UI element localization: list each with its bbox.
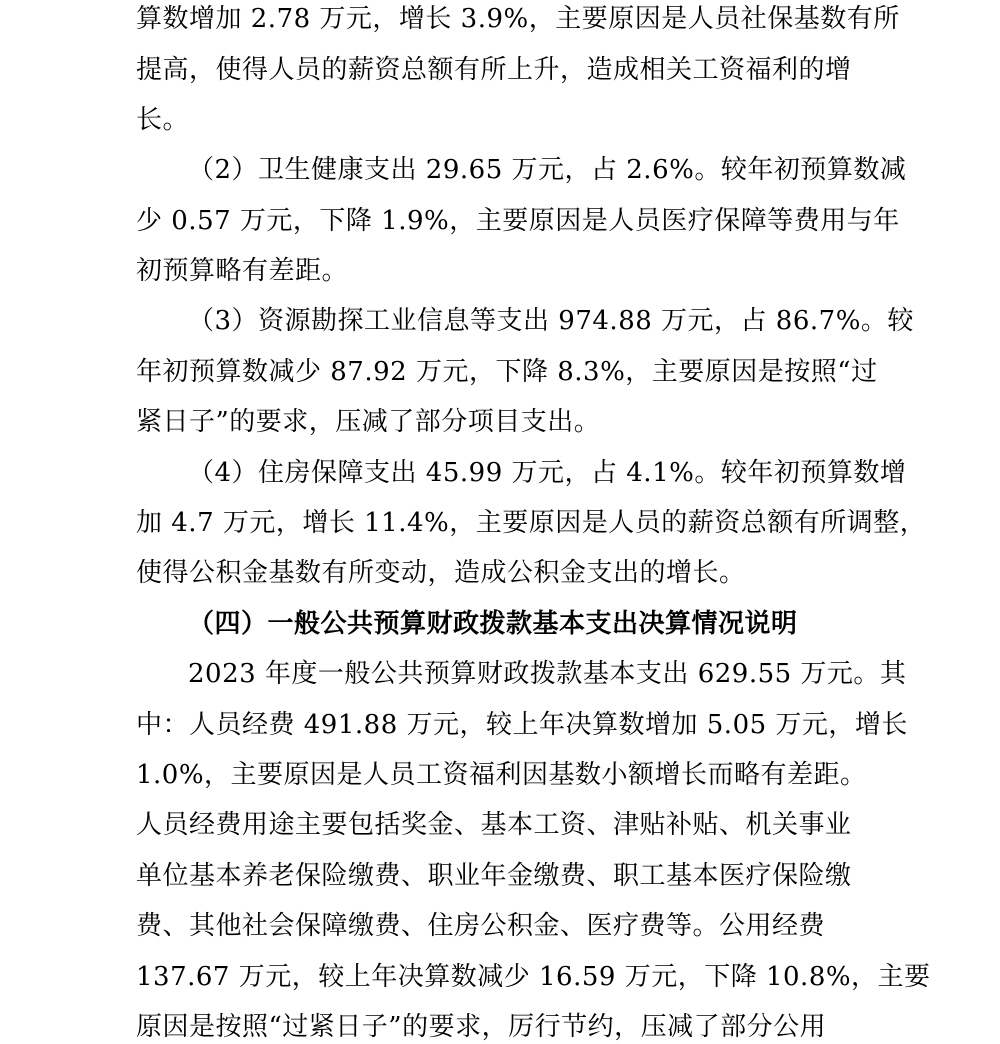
text-line: 137.67 万元，较上年决算数减少 16.59 万元，下降 10.8%，主要: [136, 962, 931, 992]
paragraph-start-line: （2）卫生健康支出 29.65 万元，占 2.6%。较年初预算数减: [188, 155, 907, 185]
text-line: 提高，使得人员的薪资总额有所上升，造成相关工资福利的增: [136, 55, 852, 85]
paragraph-start-line: （3）资源勘探工业信息等支出 974.88 万元，占 86.7%。较: [188, 306, 914, 336]
text-line: 加 4.7 万元，增长 11.4%，主要原因是人员的薪资总额有所调整，: [136, 508, 927, 538]
text-line: 单位基本养老保险缴费、职业年金缴费、职工基本医疗保险缴: [136, 861, 852, 891]
text-line: 算数增加 2.78 万元，增长 3.9%，主要原因是人员社保基数有所: [136, 4, 900, 34]
text-line: 人员经费用途主要包括奖金、基本工资、津贴补贴、机关事业: [136, 810, 852, 840]
text-line: 费、其他社会保障缴费、住房公积金、医疗费等。公用经费: [136, 911, 826, 941]
section-heading: （四）一般公共预算财政拨款基本支出决算情况说明: [188, 609, 798, 639]
text-line: 1.0%，主要原因是人员工资福利因基数小额增长而略有差距。: [136, 760, 867, 790]
text-line: 年初预算数减少 87.92 万元，下降 8.3%，主要原因是按照“过: [136, 357, 878, 387]
text-line: 紧日子”的要求，压减了部分项目支出。: [136, 407, 601, 437]
text-line: 初预算略有差距。: [136, 256, 349, 286]
text-line: 中：人员经费 491.88 万元，较上年决算数增加 5.05 万元，增长: [136, 710, 908, 740]
text-line: 使得公积金基数有所变动，造成公积金支出的增长。: [136, 558, 746, 588]
text-line: 原因是按照“过紧日子”的要求，厉行节约，压减了部分公用: [136, 1012, 827, 1042]
paragraph-start-line: 2023 年度一般公共预算财政拨款基本支出 629.55 万元。其: [188, 659, 907, 689]
paragraph-start-line: （4）住房保障支出 45.99 万元，占 4.1%。较年初预算数增: [188, 458, 907, 488]
text-line: 长。: [136, 105, 190, 135]
text-line: 少 0.57 万元，下降 1.9%，主要原因是人员医疗保障等费用与年: [136, 206, 900, 236]
